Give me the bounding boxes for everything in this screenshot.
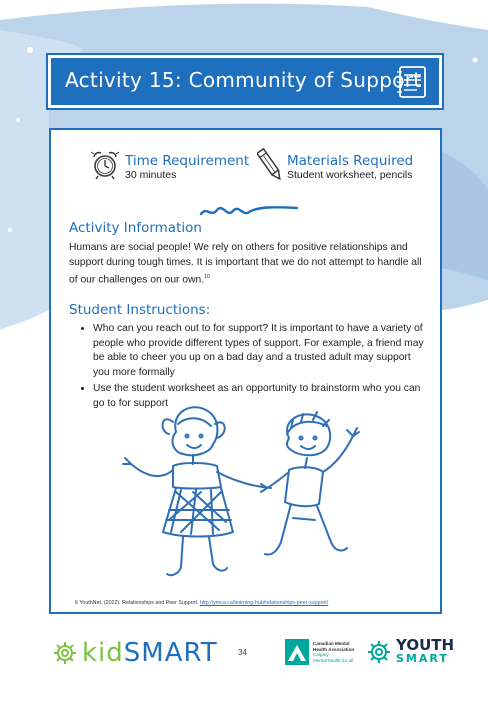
- cmha-tagline: Mental health for all: [313, 657, 354, 663]
- kidsmart-logo: [52, 638, 218, 668]
- page-footer: [0, 630, 488, 680]
- list-item: • Use the student worksheet as an opportunity to brainstorm who you can go to for support: [93, 382, 428, 411]
- materials-value: Student worksheet, pencils: [287, 169, 413, 181]
- materials-label: Materials Required: [287, 153, 414, 169]
- footnote-text: 6 YouthNet. (2022). Relationships and Peer Support.: [75, 600, 199, 606]
- footnote: [75, 600, 328, 606]
- activity-info-body: Humans are social people! We rely on others for positive relationships and support during tough times. It is important that we do not attempt to handle all of our challenges on our own.: [69, 242, 422, 286]
- kid-text: kid: [82, 638, 124, 668]
- student-instructions-heading: Student Instructions:: [69, 302, 211, 318]
- notebook-icon: [395, 64, 429, 100]
- kids-holding-hands-illustration: [121, 392, 381, 592]
- activity-info-text: [69, 240, 429, 287]
- kidsmart-wordmark: [82, 638, 218, 668]
- footnote-ref: 10: [204, 274, 210, 280]
- youth-text: YOUTH: [396, 636, 455, 654]
- activity-card: [49, 128, 442, 614]
- materials-requirement: [257, 146, 413, 184]
- youthsmart-wordmark: [396, 638, 454, 666]
- list-item: • Who can you reach out to for support? It is important to have a variety of people who provide different types of support. For example, a friend may be able to cheer you up on a bad day and a trusted adult may support you more formally: [93, 322, 428, 380]
- cmha-emblem-icon: [285, 639, 309, 665]
- time-requirement: [89, 148, 249, 181]
- cmha-name: Canadian Mental Health Association: [313, 641, 355, 652]
- page-number: 34: [238, 648, 247, 657]
- activity-info-heading: Activity Information: [69, 220, 202, 236]
- youth-smart-text: SMART: [396, 652, 449, 665]
- page-title: Activity 15: Community of Support: [65, 68, 422, 92]
- cmha-text: [313, 641, 359, 663]
- smart-text: SMART: [123, 638, 218, 668]
- gear-icon: [52, 640, 78, 666]
- gear-icon: [366, 639, 392, 665]
- pencil-icon: [257, 146, 283, 184]
- time-value: 30 minutes: [125, 169, 177, 181]
- time-label: Time Requirement: [125, 153, 250, 169]
- title-banner: [48, 55, 442, 108]
- alarm-clock-icon: [89, 148, 121, 180]
- youthsmart-logo: [366, 638, 454, 666]
- cmha-logo: [285, 639, 359, 665]
- squiggle-decoration: [199, 204, 299, 220]
- cmha-city: Calgary: [313, 652, 329, 657]
- footnote-link[interactable]: http://ymca.ca/learning-hub/relationships-peer-support/: [199, 600, 329, 606]
